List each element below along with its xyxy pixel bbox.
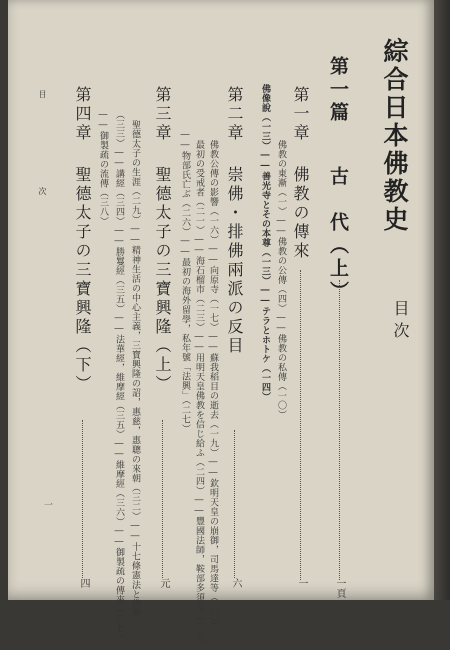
chapter1-leader-dots	[300, 270, 301, 580]
margin-page-number: 一	[42, 500, 52, 509]
chapter3-sections-1: 聖德太子の生涯（二九）――精神生活の中心主義，三寶興隆の詔，惠慈，惠聰の來朝（三二）――十七條憲法と佛教	[130, 120, 140, 618]
margin-running-head: 目 次	[38, 90, 47, 235]
chapter3-leader-dots	[162, 420, 163, 578]
chapter3-sections-3: ――御製疏の流傳（三八）	[98, 110, 108, 226]
chapter3-title: 聖德太子の三寶興隆（上）	[153, 166, 172, 394]
chapter4-label: 第四章	[73, 86, 92, 143]
chapter3-page: 元	[158, 578, 169, 588]
toc-label: 目次	[391, 300, 410, 344]
chapter1-label: 第一章	[291, 86, 310, 143]
part-label: 第一篇	[327, 56, 349, 125]
part-leader-dots	[339, 280, 340, 580]
chapter2-leader-dots	[234, 430, 235, 578]
part-page: 一頁	[334, 578, 345, 598]
chapter1-sections-1: 佛教の東漸（一）――佛教の公傳（四）――佛教の私傳（一〇）	[276, 140, 286, 420]
chapter4-page: 四	[78, 578, 89, 588]
chapter4-title: 聖德太子の三寶興隆（下）	[73, 166, 92, 394]
chapter3-label: 第三章	[153, 86, 172, 143]
chapter2-sections-1: 佛教公傳の影響（一六）――向原寺（一七）――蘇我稻目の逝去（一九）――欽明天皇の崩御，司馬達等（二〇）	[208, 140, 218, 631]
chapter1-sections-2: 佛像說（一三）――善光寺とその本尊（一三）――テラとホトケ（一四）	[260, 84, 270, 402]
book-edge	[434, 0, 450, 600]
chapter2-sections-3: ――物部氏亡ぶ（二六）――最初の海外留學，私年號「法興」（二七）	[180, 130, 190, 434]
chapter3-sections-2: （三三）――講經（三四）――勝鬘經（三五）――法華經，維摩經（三五）――維摩經（三六）――御製疏の傳來（三七）	[114, 110, 124, 643]
part-name: 古 代（上）	[327, 166, 349, 304]
toc-page	[8, 0, 434, 650]
chapter2-label: 第二章	[225, 86, 244, 143]
chapter4-leader-dots	[82, 420, 83, 578]
chapter1-page: 一	[296, 578, 307, 588]
chapter1-title: 佛教の傳來	[291, 166, 310, 261]
chapter2-page: 六	[230, 578, 241, 588]
chapter2-sections-2: 最初の受戒者（二一）――海石榴市（二三）――用明天皇佛教を信じ給ふ（二四）――豐國法師，鞍部多須奈（二五）	[194, 140, 204, 650]
chapter2-title: 崇佛・排佛兩派の反目	[225, 166, 244, 356]
book-title: 綜合日本佛教史	[380, 38, 409, 234]
